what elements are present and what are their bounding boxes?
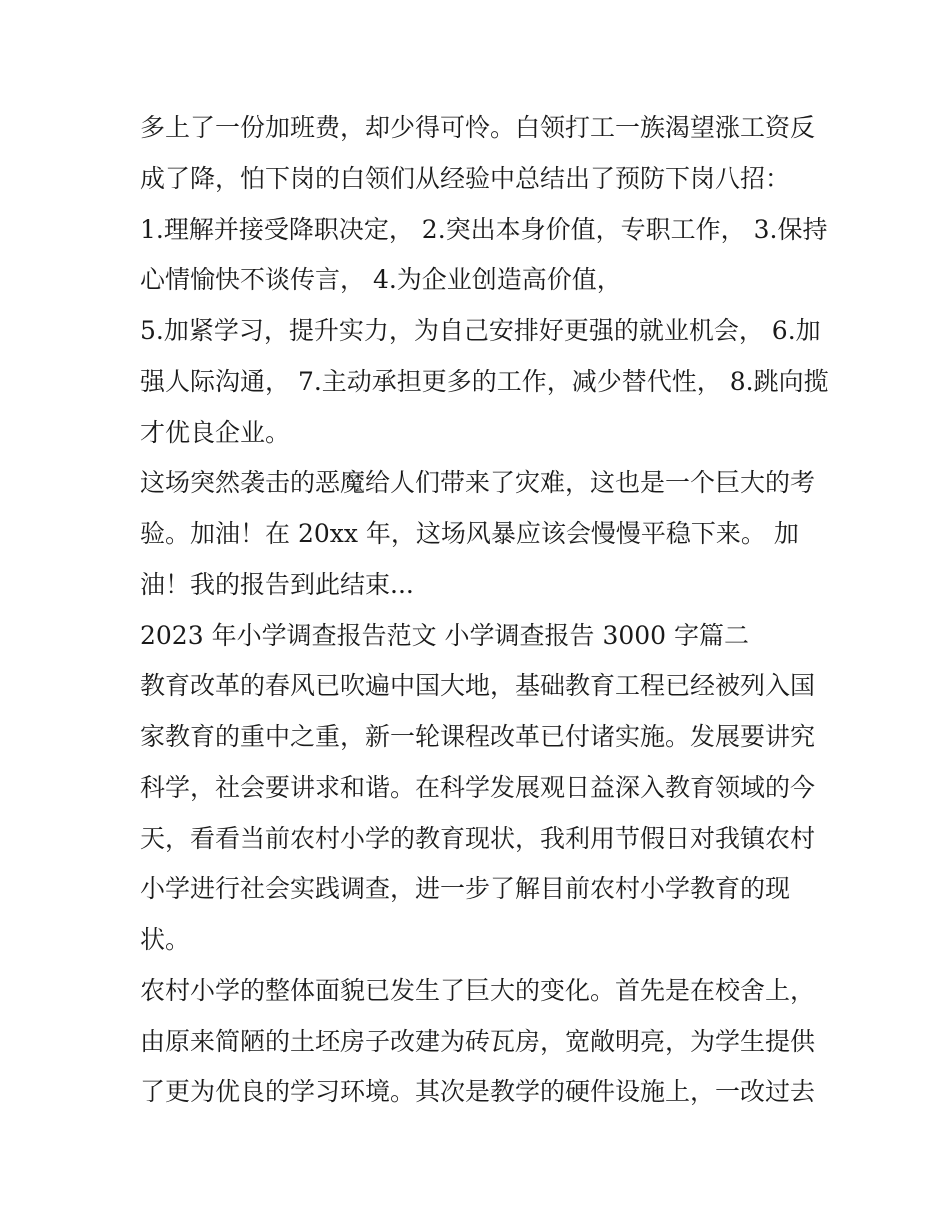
text-line: 了更为优良的学习环境。其次是教学的硬件设施上，一改过去 bbox=[140, 1077, 816, 1107]
text-line: 强人际沟通， 7.主动承担更多的工作，减少替代性， 8.跳向揽 bbox=[140, 366, 829, 396]
document-page bbox=[140, 103, 829, 1118]
text-line: 验。加油！在 20xx 年，这场风暴应该会慢慢平稳下来。 加 bbox=[140, 519, 799, 548]
text-line: 1.理解并接受降职决定， 2.突出本身价值，专职工作， 3.保持 bbox=[140, 214, 828, 244]
text-line: 这场突然袭击的恶魔给人们带来了灾难，这也是一个巨大的考 bbox=[140, 468, 816, 498]
text-line: 家教育的重中之重，新一轮课程改革已付诸实施。发展要讲究 bbox=[140, 722, 816, 751]
text-line: 才优良企业。 bbox=[140, 417, 291, 447]
text-line: 多上了一份加班费，却少得可怜。白领打工一族渴望涨工资反 bbox=[140, 113, 816, 142]
text-line: 5.加紧学习，提升实力，为自己安排好更强的就业机会， 6.加 bbox=[140, 316, 821, 345]
text-line: 由原来简陋的土坯房子改建为砖瓦房，宽敞明亮，为学生提供 bbox=[140, 1026, 816, 1056]
text-line: 油！我的报告到此结束... bbox=[140, 569, 414, 599]
text-line: 心情愉快不谈传言， 4.为企业创造高价值， bbox=[140, 265, 622, 295]
text-line: 教育改革的春风已吹遍中国大地，基础教育工程已经被列入国 bbox=[140, 671, 816, 701]
text-line: 农村小学的整体面貌已发生了巨大的变化。首先是在校舍上， bbox=[140, 975, 816, 1005]
text-line: 成了降，怕下岗的白领们从经验中总结出了预防下岗八招： bbox=[140, 163, 791, 193]
text-line: 小学进行社会实践调查，进一步了解目前农村小学教育的现 bbox=[140, 874, 791, 904]
section-heading: 2023 年小学调查报告范文 小学调查报告 3000 字篇二 bbox=[140, 620, 750, 650]
text-line: 状。 bbox=[140, 925, 191, 954]
text-line: 天，看看当前农村小学的教育现状，我利用节假日对我镇农村 bbox=[140, 823, 816, 853]
text-line: 科学，社会要讲求和谐。在科学发展观日益深入教育领域的今 bbox=[140, 772, 816, 802]
